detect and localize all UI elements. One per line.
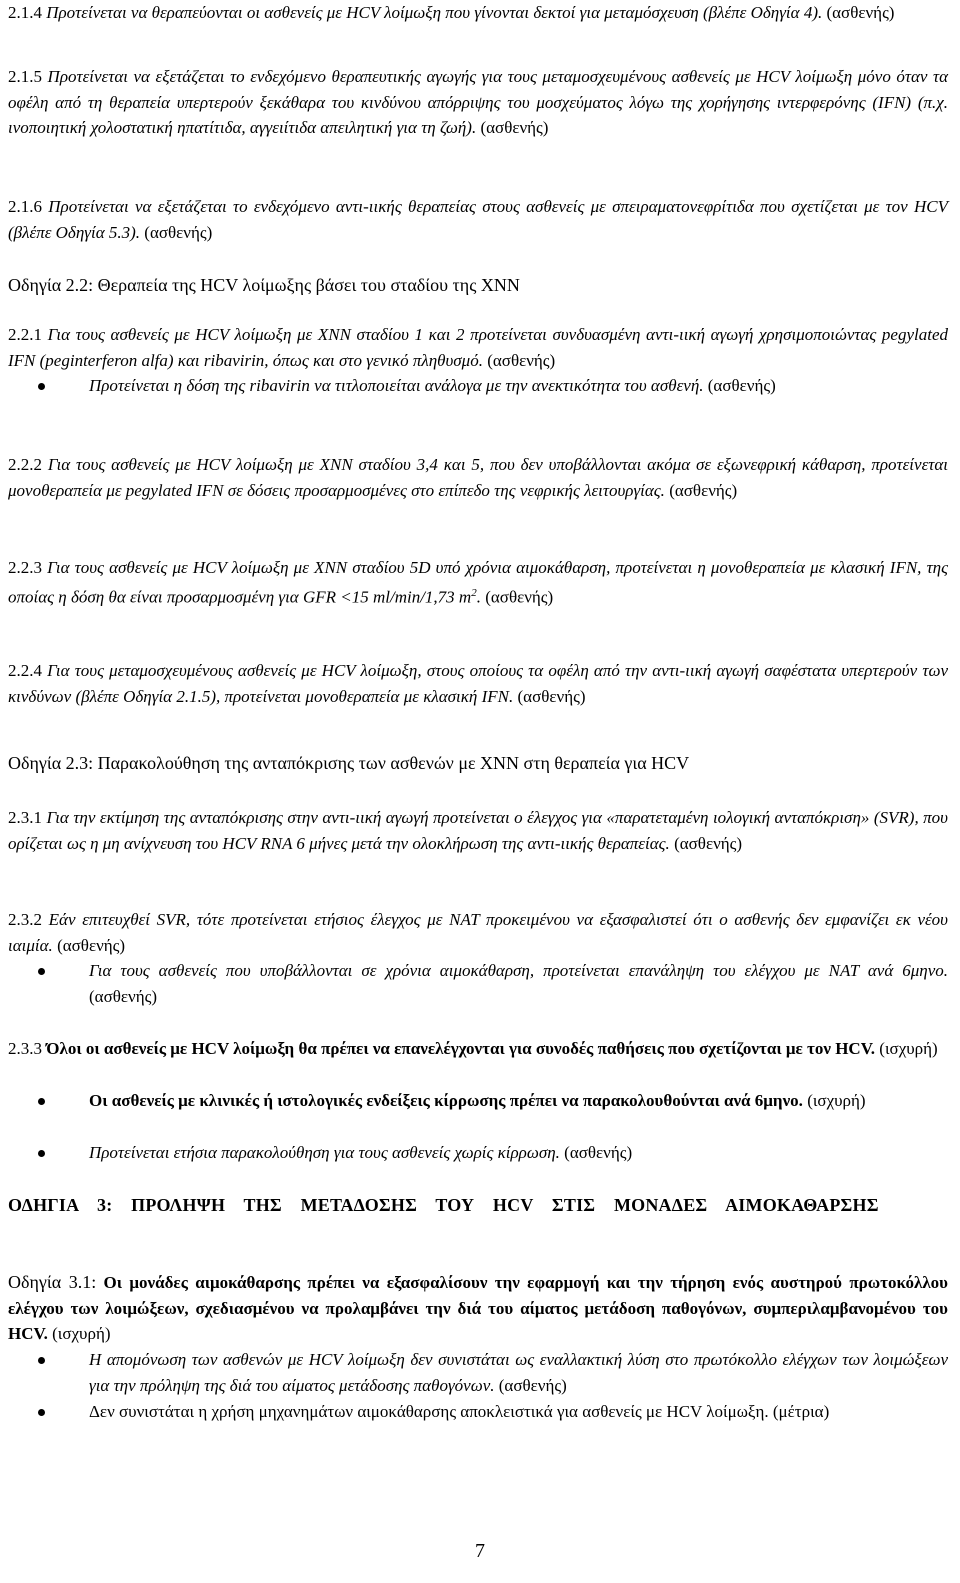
strength-label: (ασθενής) xyxy=(52,935,126,955)
chapter-heading-3: ΟΔΗΓΙΑ 3: ΠΡΟΛΗΨΗ ΤΗΣ ΜΕΤΑΔΟΣΗΣ ΤΟΥ HCV ΣΤΙΣ ΜΟΝΑΔΕΣ ΑΙΜΟΚΑΘΑΡΣΗΣ xyxy=(8,1195,879,1215)
paragraph-text: Προτείνεται να εξετάζεται το ενδεχόμενο αντι-ιικής θεραπείας στους ασθενείς με σπειραματονεφρίτιδα που σχετίζεται με τον HCV (βλέπε Οδηγία 5.3). xyxy=(8,197,948,242)
strength-label: (ασθενής) xyxy=(822,3,895,22)
paragraph-text: Για τους ασθενείς με HCV λοίμωξη με ΧΝΝ σταδίου 3,4 και 5, που δεν υποβάλλονται ακόμα σε εξωνεφρική κάθαρση, προτείνεται μονοθεραπεία με pegylated IFN σε δόσεις προσαρμοσμένες στο επίπεδο της νεφρικής λειτουργίας. xyxy=(8,455,948,500)
paragraph-2-2-3: 2.2.3 Για τους ασθενείς με HCV λοίμωξη με ΧΝΝ σταδίου 5D υπό χρόνια αιμοκάθαρση, προτείνεται η μονοθεραπεία με κλασική IFN, της οποίας η δόση θα είναι προσαρμοσμένη για GFR <15 ml/min/1,73 $m^2$. (ασθενής) xyxy=(8,558,948,607)
strength-label: (ισχυρή) xyxy=(875,1039,938,1058)
page-number: 7 xyxy=(475,1540,485,1562)
paragraph-text: Εάν επιτευχθεί SVR, τότε προτείνεται ετήσιος έλεγχος με NAT προκειμένου να εξασφαλιστεί ότι ο ασθενής δεν εμφανίζει εκ νέου ιαιμία. xyxy=(8,910,948,955)
paragraph-number: 2.3.2 xyxy=(8,910,42,929)
paragraph-text: Προτείνεται να εξετάζεται το ενδεχόμενο θεραπευτικής αγωγής για τους μεταμοσχευμένους ασθενείς με HCV λοίμωξη μόνο όταν τα οφέλη από τη θεραπεία υπερτερούν ξεκάθαρα του κινδύνου απόρριψης του μοσχεύματος λόγω της χορήγησης ιντερφερόνης (IFN) (π.χ. ινοποιητική χολοστατική ηπατίτιδα, αγγειίτιδα απειλητική για τη ζωή). xyxy=(8,67,948,137)
section-heading-2-3: Οδηγία 2.3: Παρακολούθηση της ανταπόκρισης των ασθενών με ΧΝΝ στη θεραπεία για HCV xyxy=(8,753,690,773)
bullet-icon xyxy=(38,383,45,390)
paragraph-number: 2.3.3 xyxy=(8,1039,42,1058)
paragraph-number: 2.1.5 xyxy=(8,67,42,86)
paragraph-2-1-5 xyxy=(8,64,948,141)
bullet-icon xyxy=(38,1409,45,1416)
bullet-icon xyxy=(38,968,45,975)
bullet-3-1-a: Η απομόνωση των ασθενών με HCV λοίμωξη δεν συνιστάται ως εναλλακτική λύση στο πρωτόκολλο ελέγχων των λοιμώξεων για την πρόληψη της διά του αίματος μετάδοσης παθογόνων. (ασθενής) xyxy=(8,1347,948,1398)
paragraph-number: 2.2.1 xyxy=(8,325,42,344)
paragraph-2-1-4 xyxy=(8,0,948,26)
paragraph-number: 2.2.2 xyxy=(8,455,42,474)
paragraph-number: 2.2.3 xyxy=(8,558,42,577)
bullet-icon xyxy=(38,1357,45,1364)
section-heading-2-2: Οδηγία 2.2: Θεραπεία της HCV λοίμωξης βάσει του σταδίου της ΧΝΝ xyxy=(8,275,520,295)
paragraph-2-2-2 xyxy=(8,452,948,503)
bullet-icon xyxy=(38,1150,45,1157)
paragraph-number: 2.1.6 xyxy=(8,197,42,216)
paragraph-number: 2.2.4 xyxy=(8,661,42,680)
bullet-2-2-1: Προτείνεται η δόση της ribavirin να τιτλοποιείται ανάλογα με την ανεκτικότητα του ασθενή. (ασθενής) xyxy=(8,373,948,399)
bullet-2-3-3-b: Προτείνεται ετήσια παρακολούθηση για τους ασθενείς χωρίς κίρρωση. (ασθενής) xyxy=(8,1140,948,1166)
strength-label: (ασθενής) xyxy=(664,480,738,500)
paragraph-2-1-6 xyxy=(8,194,948,245)
paragraph-2-2-1 xyxy=(8,322,948,373)
paragraph-number: 2.1.4 xyxy=(8,3,42,22)
strength-label: (ασθενής) xyxy=(140,222,213,242)
paragraph-number: 2.3.1 xyxy=(8,808,42,827)
bullet-3-1-b: Δεν συνιστάται η χρήση μηχανημάτων αιμοκάθαρσης αποκλειστικά για ασθενείς με HCV λοίμωξη. (μέτρια) xyxy=(8,1399,948,1425)
paragraph-2-2-4 xyxy=(8,658,948,709)
paragraph-2-3-1 xyxy=(8,805,948,856)
paragraph-text: Προτείνεται να θεραπεύονται οι ασθενείς με HCV λοίμωξη που γίνονται δεκτοί για μεταμόσχευση (βλέπε Οδηγία 4). xyxy=(42,3,823,22)
paragraph-text: Για τους ασθενείς με HCV λοίμωξη με ΧΝΝ σταδίου 1 και 2 προτείνεται συνδυασμένη αντι-ιική αγωγή χρησιμοποιώντας pegylated IFN (peginterferon alfa) και ribavirin, όπως και στο γενικό πληθυσμό. xyxy=(8,325,948,370)
strength-label: (ασθενής) xyxy=(482,350,556,370)
bullet-icon xyxy=(38,1098,45,1105)
strength-label: (ασθενής) xyxy=(476,118,549,137)
strength-label: (ασθενής) xyxy=(669,833,743,853)
paragraph-2-3-3 xyxy=(8,1036,948,1062)
paragraph-text: Για τους ασθενείς με HCV λοίμωξη με ΧΝΝ σταδίου 5D υπό χρόνια αιμοκάθαρση, προτείνεται η μονοθεραπεία με κλασική IFN, της οποίας η δόση θα είναι προσαρμοσμένη για GFR <15 ml/min/1,73 m xyxy=(8,558,948,607)
strength-label: (ισχυρή) xyxy=(47,1324,111,1343)
strength-label: (ασθενής) xyxy=(513,686,586,706)
bullet-2-3-2: Για τους ασθενείς που υποβάλλονται σε χρόνια αιμοκάθαρση, προτείνεται επανάληψη του ελέγχου με NAT ανά 6μηνο. (ασθενής) xyxy=(8,958,948,1009)
paragraph-text: Για τους μεταμοσχευμένους ασθενείς με HCV λοίμωξη, στους οποίους τα οφέλη από την αντι-ιική αγωγή σαφέστατα υπερτερούν των κινδύνων (βλέπε Οδηγία 2.1.5), προτείνεται μονοθεραπεία με κλασική IFN. xyxy=(8,661,948,706)
paragraph-2-3-2 xyxy=(8,907,948,958)
strength-label: (ασθενής) xyxy=(480,587,554,607)
bullet-2-3-3-a: Οι ασθενείς με κλινικές ή ιστολογικές ενδείξεις κίρρωσης πρέπει να παρακολουθούνται ανά 6μηνο. (ισχυρή) xyxy=(8,1088,948,1114)
paragraph-text: Οι μονάδες αιμοκάθαρσης πρέπει να εξασφαλίσουν την εφαρμογή και την τήρηση ενός αυστηρού πρωτοκόλλου ελέγχου των λοιμώξεων, σχεδιασμένου να προλαμβάνει την διά του αίματος μετάδοση παθογόνων, συμπεριλαμβανομένου του HCV. xyxy=(8,1273,948,1343)
paragraph-number: Οδηγία 3.1: xyxy=(8,1272,97,1292)
paragraph-3-1 xyxy=(8,1270,948,1347)
paragraph-text: Όλοι οι ασθενείς με HCV λοίμωξη θα πρέπει να επανελέγχονται για συνοδές παθήσεις που σχετίζονται με τον HCV. xyxy=(42,1039,876,1058)
paragraph-text: Για την εκτίμηση της ανταπόκρισης στην αντι-ιική αγωγή προτείνεται ο έλεγχος για «παρατεταμένη ιολογική ανταπόκριση» (SVR), που ορίζεται ως η μη ανίχνευση του HCV RNA 6 μήνες μετά την ολοκλήρωση της αντι-ιικής θεραπείας. xyxy=(8,808,948,853)
